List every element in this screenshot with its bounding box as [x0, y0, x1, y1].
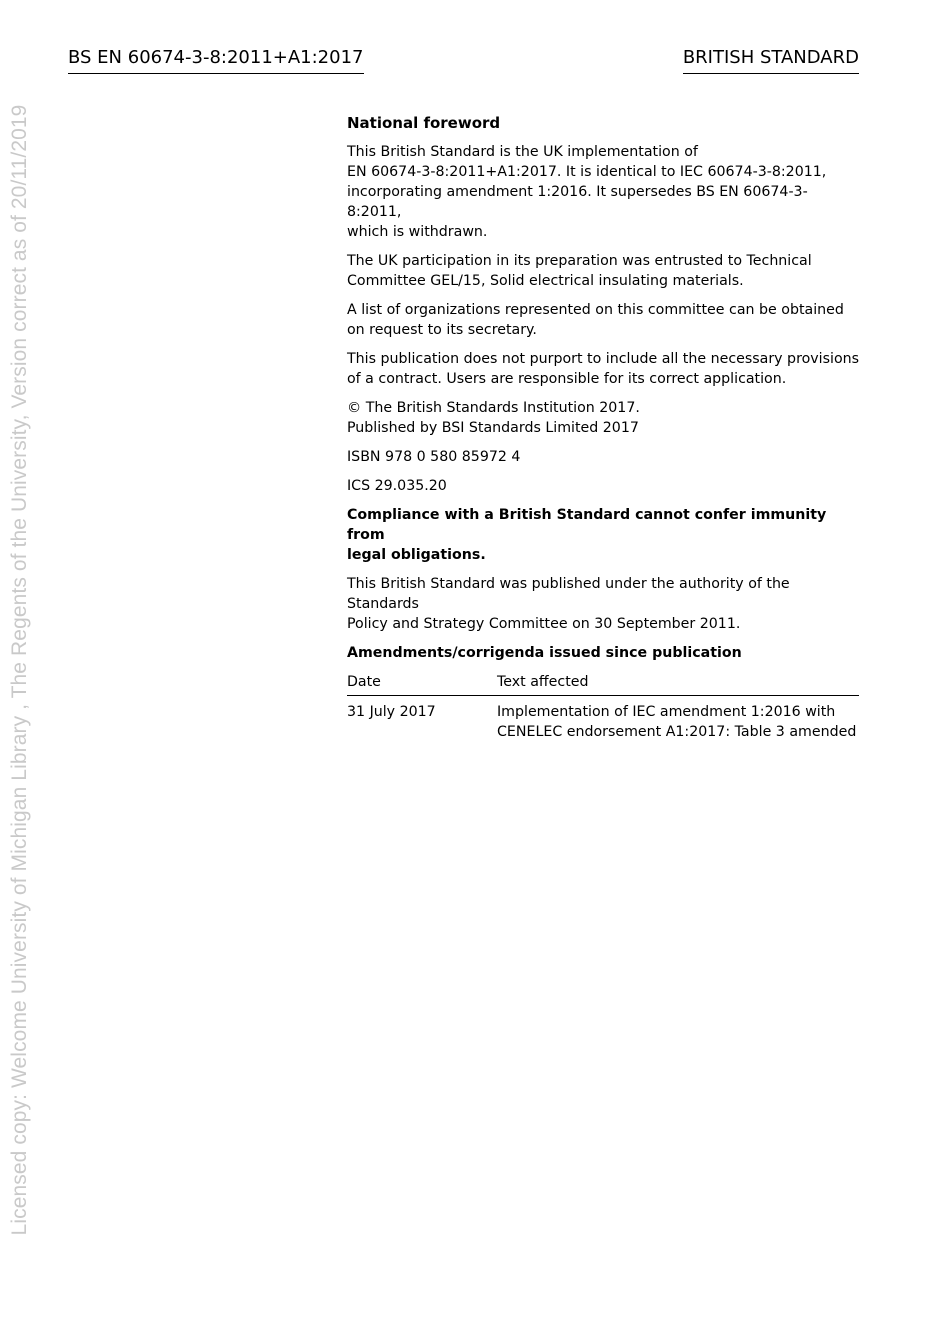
text-line: This publication does not purport to include all the necessary provisions: [347, 351, 860, 367]
text-line: CENELEC endorsement A1:2017: Table 3 amended: [497, 724, 857, 740]
amendment-date: 31 July 2017: [347, 704, 436, 720]
table-row: [347, 696, 859, 743]
text-line: on request to its secretary.: [347, 322, 537, 338]
compliance-notice: [347, 505, 859, 565]
text-line: © The British Standards Institution 2017.: [347, 400, 640, 416]
text-line: incorporating amendment 1:2016. It supersedes BS EN 60674-3-8:2011,: [347, 184, 808, 220]
amendments-title: Amendments/corrigenda issued since publication: [347, 645, 742, 661]
standard-type-label: BRITISH STANDARD: [683, 46, 859, 74]
column-header-text-affected: Text affected: [497, 672, 859, 696]
amendments-table: [347, 672, 859, 742]
implementation-paragraph: [347, 142, 859, 242]
text-line: This British Standard is the UK implementation of: [347, 144, 698, 160]
ics-line: ICS 29.035.20: [347, 478, 447, 494]
text-line: legal obligations.: [347, 547, 486, 563]
authority-paragraph: [347, 574, 859, 634]
text-line: This British Standard was published under the authority of the Standards: [347, 576, 790, 612]
amendment-text: [497, 696, 859, 743]
provisions-paragraph: [347, 349, 859, 389]
text-line: EN 60674-3-8:2011+A1:2017. It is identical to IEC 60674-3-8:2011,: [347, 164, 827, 180]
column-header-date: Date: [347, 672, 497, 696]
document-code: BS EN 60674-3-8:2011+A1:2017: [68, 46, 364, 74]
copyright-paragraph: [347, 398, 859, 438]
committee-paragraph: [347, 251, 859, 291]
text-line: Policy and Strategy Committee on 30 September 2011.: [347, 616, 741, 632]
text-line: The UK participation in its preparation was entrusted to Technical: [347, 253, 812, 269]
text-line: of a contract. Users are responsible for its correct application.: [347, 371, 787, 387]
text-line: Compliance with a British Standard cannot confer immunity from: [347, 507, 827, 543]
text-line: which is withdrawn.: [347, 224, 488, 240]
text-line: Published by BSI Standards Limited 2017: [347, 420, 639, 436]
foreword-title: National foreword: [347, 114, 501, 132]
isbn-line: ISBN 978 0 580 85972 4: [347, 449, 521, 465]
text-line: A list of organizations represented on this committee can be obtained: [347, 302, 844, 318]
table-header-row: [347, 672, 859, 696]
national-foreword-section: [347, 113, 859, 742]
organizations-paragraph: [347, 300, 859, 340]
text-line: Implementation of IEC amendment 1:2016 with: [497, 704, 836, 720]
text-line: Committee GEL/15, Solid electrical insulating materials.: [347, 273, 744, 289]
license-watermark: Licensed copy: Welcome University of Michigan Library , The Regents of the University, Version correct as of 20/11/2019: [8, 104, 31, 1236]
